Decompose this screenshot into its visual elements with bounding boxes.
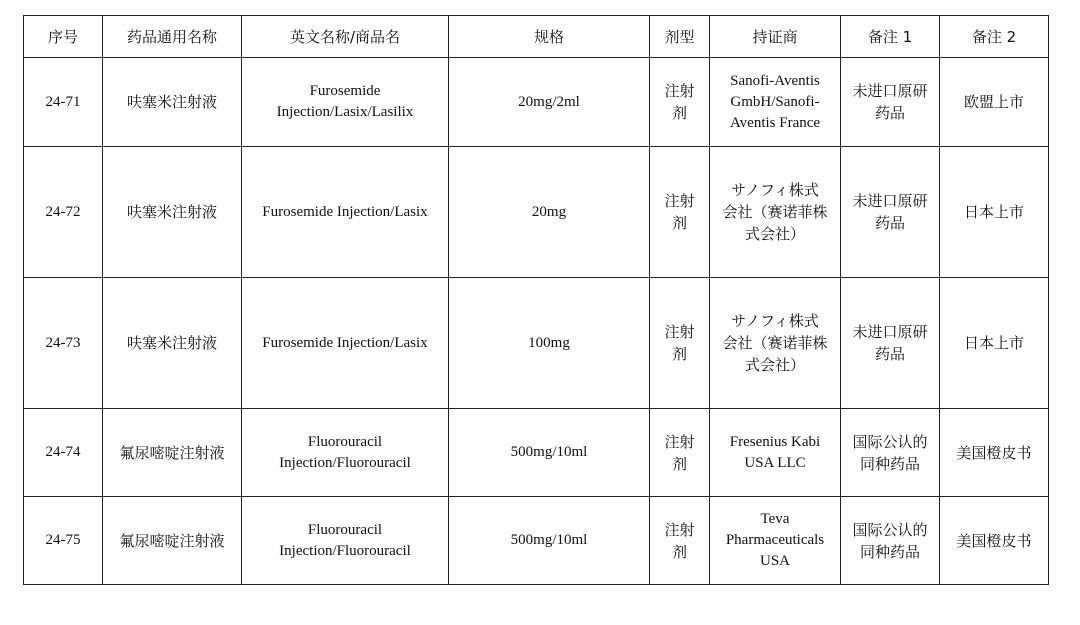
cell-note1	[841, 147, 940, 278]
cell-holder	[710, 147, 841, 278]
cell-form	[650, 58, 710, 147]
header-id: 序号	[24, 16, 103, 58]
english-name-line: Fluorouracil	[307, 521, 383, 538]
cell-spec: 20mg/2ml	[449, 58, 650, 147]
form-line: 剂	[671, 104, 687, 122]
form-line: 注射	[664, 520, 695, 539]
holder-line: Aventis France	[729, 114, 821, 131]
note1-line: 药品	[874, 104, 905, 122]
cell-note1	[841, 58, 940, 147]
form-line: 注射	[664, 432, 695, 451]
note1-line: 同种药品	[859, 454, 920, 473]
cell-form	[650, 409, 710, 497]
header-form: 剂型	[650, 16, 710, 58]
holder-line: Teva	[760, 511, 790, 527]
english-name-line: Furosemide Injection/Lasix	[262, 203, 428, 220]
form-line: 剂	[671, 214, 687, 232]
cell-form	[650, 278, 710, 409]
cell-english-name	[242, 147, 449, 278]
english-name-line: Injection/Fluorouracil	[279, 542, 411, 559]
holder-line: USA LLC	[744, 454, 806, 471]
cell-english-name	[242, 58, 449, 147]
english-name-line: Injection/Lasix/Lasilix	[276, 104, 414, 120]
note1-line: 药品	[874, 345, 905, 363]
holder-line: Sanofi-Aventis	[730, 72, 820, 89]
form-line: 剂	[671, 454, 687, 473]
cell-note2: 美国橙皮书	[940, 409, 1049, 497]
note1-line: 国际公认的	[852, 432, 928, 451]
header-english-name: 英文名称/商品名	[242, 16, 449, 58]
english-name-line: Furosemide Injection/Lasix	[262, 334, 428, 351]
cell-note1	[841, 278, 940, 409]
header-note1: 备注 1	[841, 16, 940, 58]
header-holder: 持证商	[710, 16, 841, 58]
table-row	[24, 278, 1049, 409]
header-row	[24, 16, 1049, 58]
holder-line: USA	[759, 553, 790, 569]
english-name-line: Furosemide	[309, 83, 381, 99]
holder-line: サノフィ株式	[731, 312, 819, 330]
cell-note2: 欧盟上市	[940, 58, 1049, 147]
form-line: 注射	[664, 192, 695, 210]
note1-line: 同种药品	[859, 542, 920, 561]
holder-line: サノフィ株式	[731, 181, 819, 199]
cell-spec: 500mg/10ml	[449, 497, 650, 585]
cell-spec: 500mg/10ml	[449, 409, 650, 497]
cell-generic-name: 氟尿嘧啶注射液	[103, 497, 242, 585]
form-line: 注射	[664, 323, 695, 341]
note1-line: 未进口原研	[852, 323, 928, 341]
header-spec: 规格	[449, 16, 650, 58]
note1-line: 未进口原研	[852, 82, 928, 100]
cell-generic-name: 氟尿嘧啶注射液	[103, 409, 242, 497]
cell-spec: 100mg	[449, 278, 650, 409]
table-row	[24, 147, 1049, 278]
cell-holder	[710, 58, 841, 147]
holder-line: Fresenius Kabi	[729, 433, 821, 450]
note1-line: 药品	[874, 214, 905, 232]
cell-note2: 日本上市	[940, 147, 1049, 278]
holder-line: Pharmaceuticals	[725, 532, 825, 548]
cell-note1	[841, 409, 940, 497]
header-generic-name: 药品通用名称	[103, 16, 242, 58]
note1-line: 未进口原研	[852, 192, 928, 210]
cell-id: 24-73	[24, 278, 103, 409]
holder-line: 式会社）	[744, 225, 805, 243]
form-line: 剂	[671, 542, 687, 561]
table-row	[24, 58, 1049, 147]
table-row	[24, 497, 1049, 585]
cell-spec: 20mg	[449, 147, 650, 278]
note1-line: 国际公认的	[852, 520, 928, 539]
cell-form	[650, 497, 710, 585]
holder-line: 会社（赛诺菲株	[722, 334, 828, 352]
english-name-line: Fluorouracil	[307, 433, 383, 450]
cell-id: 24-72	[24, 147, 103, 278]
holder-line: GmbH/Sanofi-	[730, 93, 820, 110]
english-name-line: Injection/Fluorouracil	[279, 454, 411, 471]
cell-english-name	[242, 497, 449, 585]
cell-id: 24-71	[24, 58, 103, 147]
cell-note2: 日本上市	[940, 278, 1049, 409]
cell-holder	[710, 409, 841, 497]
drug-table	[23, 15, 1049, 585]
cell-holder	[710, 497, 841, 585]
cell-holder	[710, 278, 841, 409]
holder-line: 式会社）	[744, 356, 805, 374]
cell-id: 24-75	[24, 497, 103, 585]
cell-generic-name: 呋塞米注射液	[103, 278, 242, 409]
holder-line: 会社（赛诺菲株	[722, 203, 828, 221]
cell-form	[650, 147, 710, 278]
form-line: 注射	[664, 82, 695, 100]
cell-english-name	[242, 409, 449, 497]
cell-id: 24-74	[24, 409, 103, 497]
cell-note1	[841, 497, 940, 585]
cell-generic-name: 呋塞米注射液	[103, 58, 242, 147]
cell-note2: 美国橙皮书	[940, 497, 1049, 585]
cell-english-name	[242, 278, 449, 409]
form-line: 剂	[671, 345, 687, 363]
cell-generic-name: 呋塞米注射液	[103, 147, 242, 278]
header-note2: 备注 2	[940, 16, 1049, 58]
table-row	[24, 409, 1049, 497]
